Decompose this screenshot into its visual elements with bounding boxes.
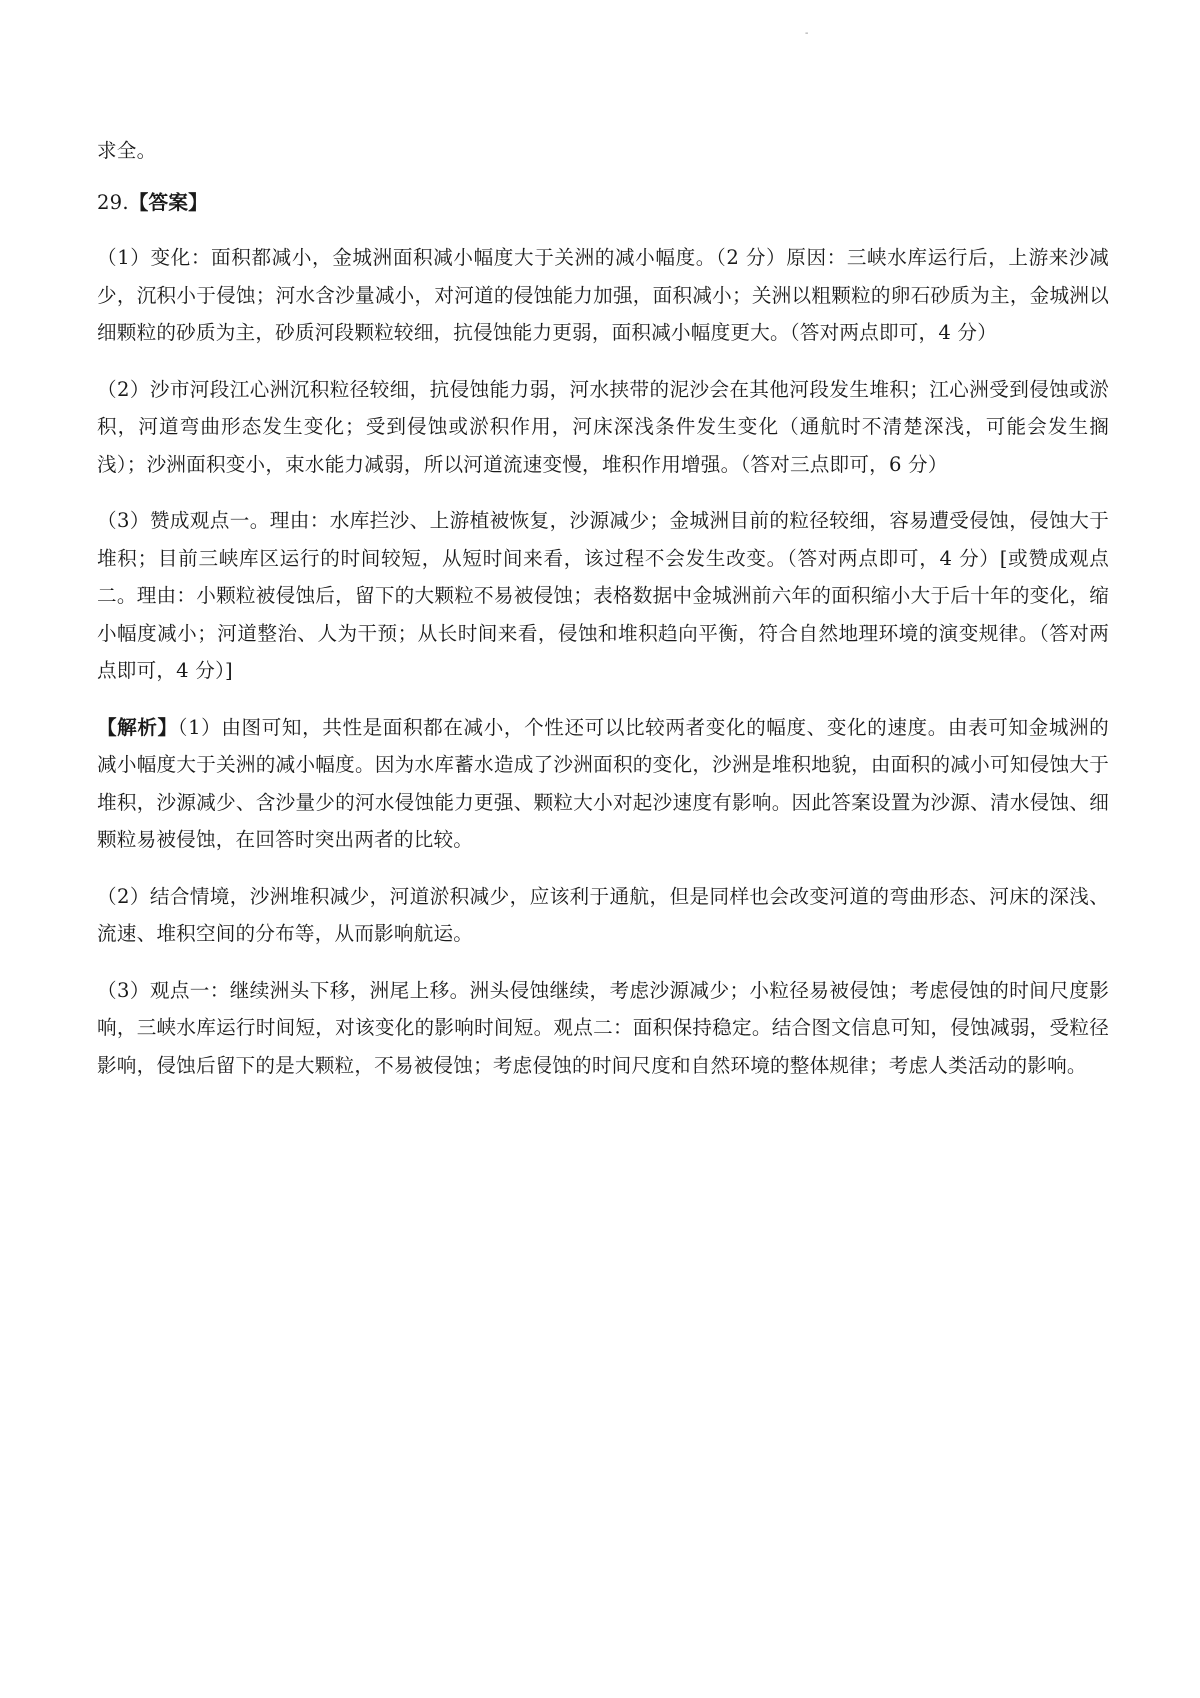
answer-label: 【答案】 [128, 190, 208, 214]
analysis-part-1 [97, 709, 1109, 859]
question-number: 29. [97, 190, 129, 214]
header-mark: - [805, 28, 809, 39]
document-body [97, 132, 1109, 1103]
analysis-part-1-text: （1）由图可知，共性是面积都在减小，个性还可以比较两者变化的幅度、变化的速度。由表可知金城洲的减小幅度大于关洲的减小幅度。因为水库蓄水造成了沙洲面积的变化，沙洲是堆积地貌，由面积的减小可知侵蚀大于堆积，沙源减少、含沙量少的河水侵蚀能力更强、颗粒大小对起沙速度有影响。因此答案设置为沙源、清水侵蚀、细颗粒易被侵蚀，在回答时突出两者的比较。 [97, 715, 1109, 851]
question-heading [97, 184, 1109, 222]
analysis-part-3: （3）观点一：继续洲头下移，洲尾上移。洲头侵蚀继续，考虑沙源减少；小粒径易被侵蚀；考虑侵蚀的时间尺度影响，三峡水库运行时间短，对该变化的影响时间短。观点二：面积保持稳定。结合图文信息可知，侵蚀减弱，受粒径影响，侵蚀后留下的是大颗粒，不易被侵蚀；考虑侵蚀的时间尺度和自然环境的整体规律；考虑人类活动的影响。 [97, 978, 1109, 1077]
analysis-label: 【解析】 [97, 715, 178, 739]
answer-part-2: （2）沙市河段江心洲沉积粒径较细，抗侵蚀能力弱，河水挟带的泥沙会在其他河段发生堆积；江心洲受到侵蚀或淤积，河道弯曲形态发生变化；受到侵蚀或淤积作用，河床深浅条件发生变化（通航时不清楚深浅，可能会发生搁浅）；沙洲面积变小，束水能力减弱，所以河道流速变慢，堆积作用增强。（答对三点即可，6 分） [97, 377, 1109, 476]
analysis-part-2: （2）结合情境，沙洲堆积减少，河道淤积减少，应该利于通航，但是同样也会改变河道的弯曲形态、河床的深浅、流速、堆积空间的分布等，从而影响航运。 [97, 884, 1109, 945]
continuation-text: 求全。 [97, 139, 157, 162]
answer-part-1: （1）变化：面积都减小，金城洲面积减小幅度大于关洲的减小幅度。（2 分）原因：三峡水库运行后，上游来沙减少，沉积小于侵蚀；河水含沙量减小，对河道的侵蚀能力加强，面积减小；关洲以粗颗粒的卵石砂质为主，金城洲以细颗粒的砂质为主，砂质河段颗粒较细，抗侵蚀能力更弱，面积减小幅度更大。（答对两点即可，4 分） [97, 246, 1109, 344]
answer-part-3: （3）赞成观点一。理由：水库拦沙、上游植被恢复，沙源减少；金城洲目前的粒径较细，容易遭受侵蚀，侵蚀大于堆积；目前三峡库区运行的时间较短，从短时间来看，该过程不会发生改变。（答对两点即可，4 分）[或赞成观点二。理由：小颗粒被侵蚀后，留下的大颗粒不易被侵蚀；表格数据中金城洲前六年的面积缩小大于后十年的变化，缩小幅度减小；河道整治、人为干预；从长时间来看，侵蚀和堆积趋向平衡，符合自然地理环境的演变规律。（答对两点即可，4 分）] [97, 509, 1109, 682]
